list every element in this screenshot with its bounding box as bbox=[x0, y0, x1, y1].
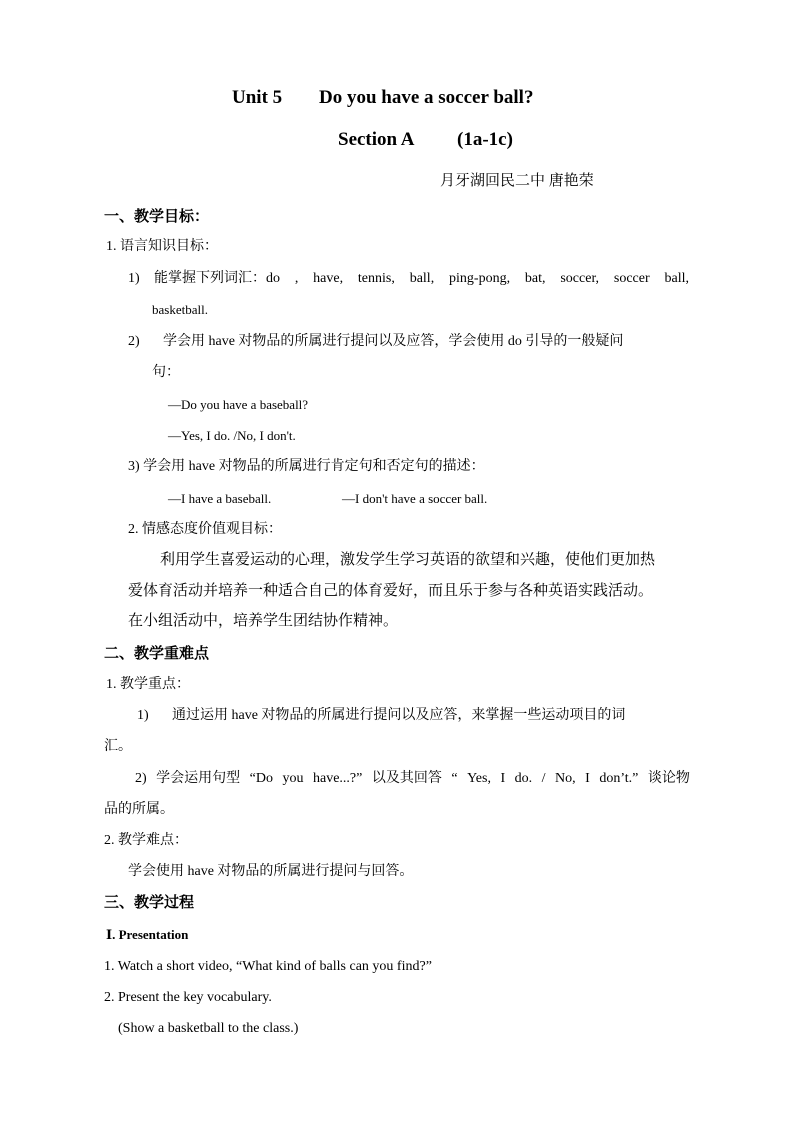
title-range: (1a-1c) bbox=[457, 129, 513, 150]
key-1-1-number: 1) bbox=[137, 708, 149, 723]
goal-1-1-text: 能掌握下列词汇：do , have, tennis, ball, ping-pong, bat, soccer, soccer ball, bbox=[154, 271, 689, 286]
key-2-label: 2. 教学难点： bbox=[104, 833, 188, 848]
goal-2-paragraph-line-1: 利用学生喜爱运动的心理，激发学生学习英语的欲望和兴趣，使他们更加热 bbox=[160, 552, 656, 568]
goal-1-2-number: 2) bbox=[128, 334, 140, 349]
title-section: Section A bbox=[338, 129, 415, 150]
presentation-heading: Ⅰ. Presentation bbox=[106, 927, 189, 942]
author-line: 月牙湖回民二中 唐艳荣 bbox=[440, 173, 594, 189]
key-2-text: 学会使用 have 对物品的所属进行提问与回答。 bbox=[128, 864, 414, 879]
goal-2-paragraph-line-3: 在小组活动中，培养学生团结协作精神。 bbox=[128, 613, 399, 629]
goal-1-2-continued: 句： bbox=[152, 365, 180, 380]
goal-2-label: 2. 情感态度价值观目标： bbox=[128, 522, 282, 537]
example-negative: —I don't have a soccer ball. bbox=[342, 491, 488, 506]
goal-2-paragraph-line-2: 爱体育活动并培养一种适合自己的体育爱好，而且乐于参与各种英语实践活动。 bbox=[128, 583, 654, 599]
procedure-step-2: 2. Present the key vocabulary. bbox=[104, 990, 272, 1005]
goal-1-2-text: 学会用 have 对物品的所属进行提问以及应答，学会使用 do 引导的一般疑问 bbox=[163, 334, 624, 349]
example-positive: —I have a baseball. bbox=[168, 491, 272, 506]
key-1-label: 1. 教学重点： bbox=[106, 677, 190, 692]
goal-1-1-continued: basketball. bbox=[152, 302, 208, 317]
example-answer: —Yes, I do. /No, I don't. bbox=[168, 428, 296, 443]
heading-goals: 一、教学目标： bbox=[104, 209, 210, 225]
key-1-1-continued: 汇。 bbox=[104, 739, 132, 754]
title-unit: Unit 5 bbox=[232, 87, 283, 108]
key-1-2-continued: 品的所属。 bbox=[104, 802, 174, 817]
goal-1-label: 1. 语言知识目标： bbox=[106, 239, 218, 254]
title-topic: Do you have a soccer ball? bbox=[319, 87, 534, 108]
example-question: —Do you have a baseball? bbox=[168, 397, 309, 412]
goal-1-1-number: 1) bbox=[128, 271, 140, 286]
key-1-1-text: 通过运用 have 对物品的所属进行提问以及应答，来掌握一些运动项目的词 bbox=[172, 708, 626, 723]
procedure-step-1: 1. Watch a short video, “What kind of balls can you find?” bbox=[104, 959, 432, 974]
goal-1-3-text: 3) 学会用 have 对物品的所属进行肯定句和否定句的描述： bbox=[128, 459, 485, 474]
key-1-2-text: 2) 学会运用句型 “Do you have...?” 以及其回答 “ Yes, I do. / No, I don’t.” 谈论物 bbox=[135, 771, 690, 786]
procedure-note: (Show a basketball to the class.) bbox=[118, 1021, 299, 1036]
heading-key-points: 二、教学重难点 bbox=[104, 646, 210, 662]
heading-procedure: 三、教学过程 bbox=[104, 895, 195, 911]
